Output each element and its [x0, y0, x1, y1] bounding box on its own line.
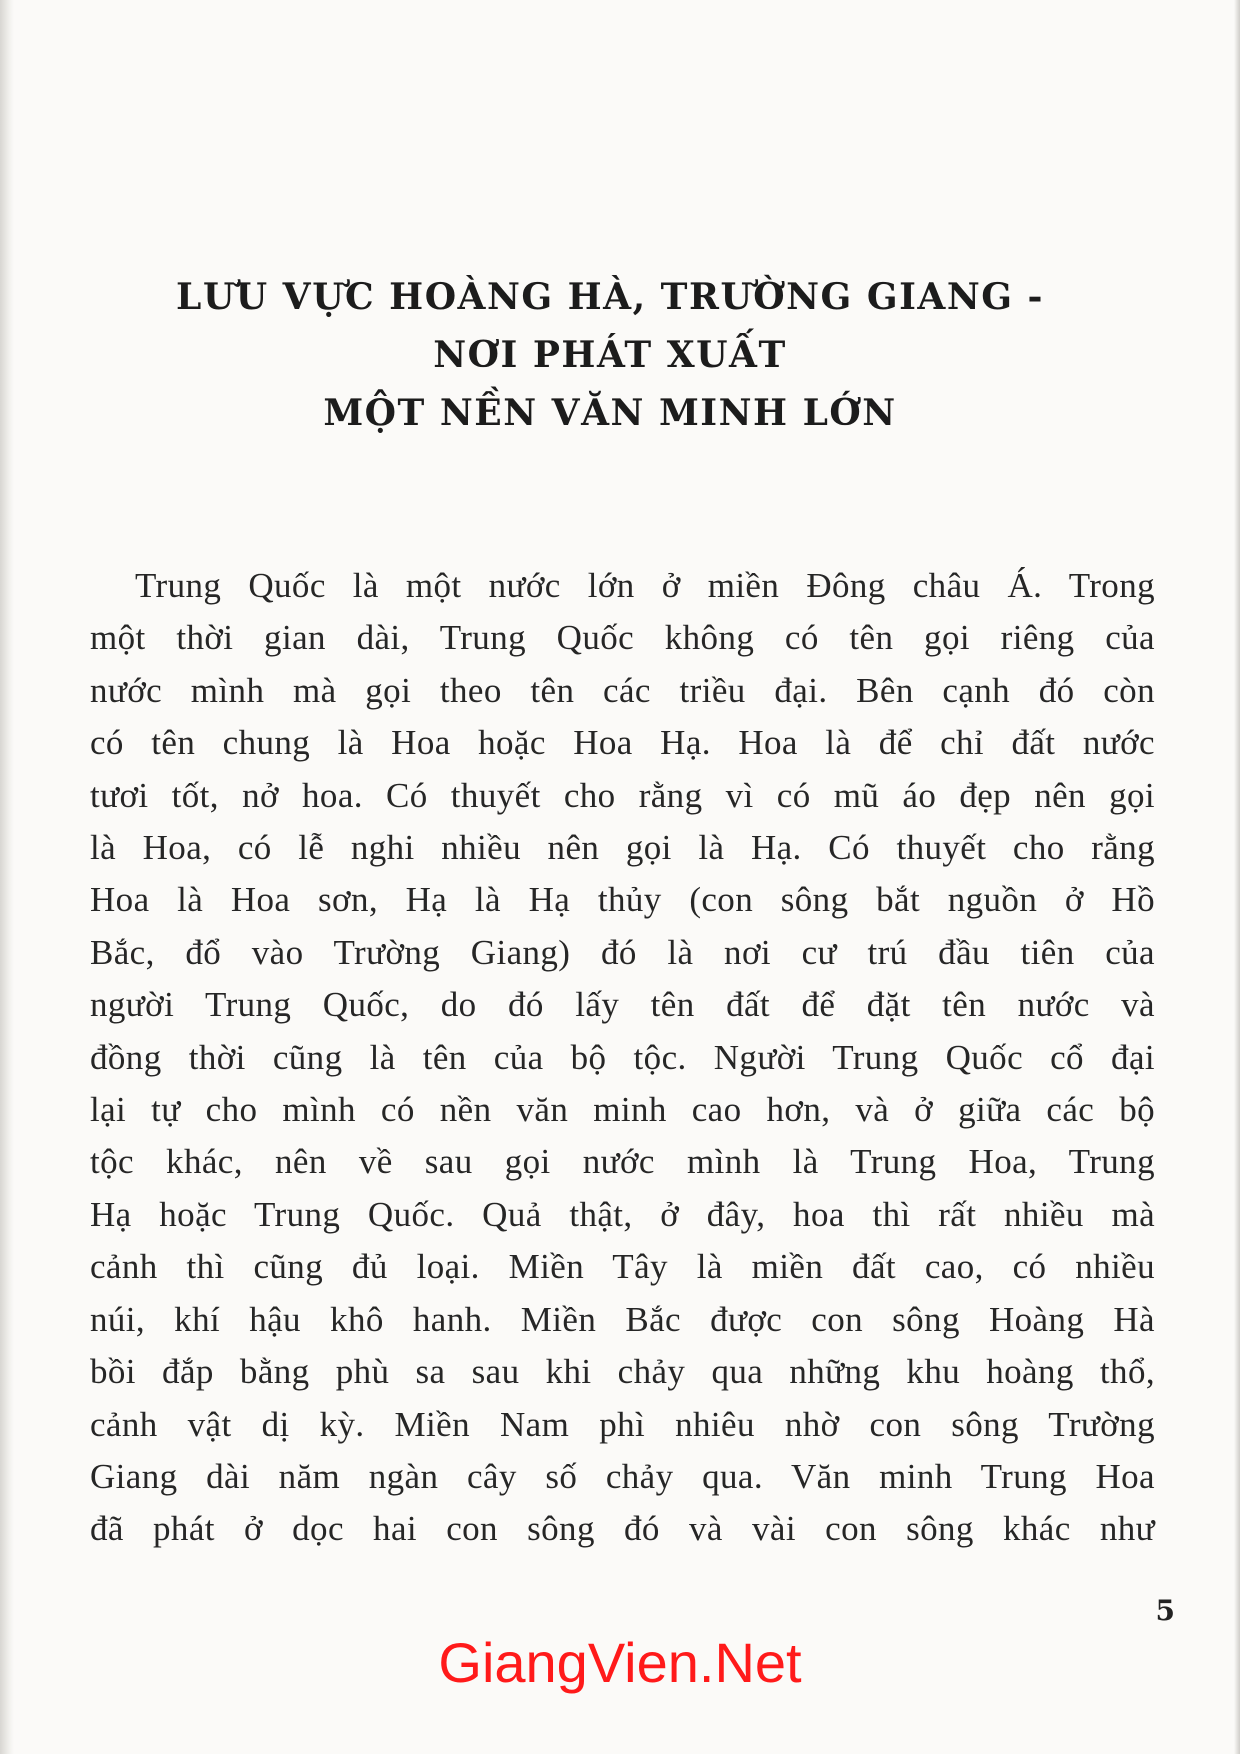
page-edge-shadow-right — [1234, 0, 1240, 1754]
page-edge-shadow-left — [0, 0, 14, 1754]
body-line: người Trung Quốc, do đó lấy tên đất để đặt tên nước và — [90, 985, 1155, 1025]
watermark-text: GiangVien.Net — [438, 1631, 802, 1694]
body-line: có tên chung là Hoa hoặc Hoa Hạ. Hoa là để chỉ đất nước — [90, 723, 1155, 763]
body-line: cảnh thì cũng đủ loại. Miền Tây là miền đất cao, có nhiều — [90, 1247, 1155, 1287]
body-line: đã phát ở dọc hai con sông đó và vài con sông khác như — [90, 1509, 1155, 1549]
body-line: Bắc, đổ vào Trường Giang) đó là nơi cư trú đầu tiên của — [90, 932, 1155, 972]
body-line: cảnh vật dị kỳ. Miền Nam phì nhiêu nhờ con sông Trường — [90, 1404, 1155, 1444]
body-line: Hoa là Hoa sơn, Hạ là Hạ thủy (con sông bắt nguồn ở Hồ — [90, 880, 1155, 920]
page-number: 5 — [1155, 1594, 1175, 1627]
body-line: lại tự cho mình có nền văn minh cao hơn, và ở giữa các bộ — [90, 1090, 1155, 1130]
body-line: tươi tốt, nở hoa. Có thuyết cho rằng vì có mũ áo đẹp nên gọi — [90, 775, 1155, 815]
body-line: Giang dài năm ngàn cây số chảy qua. Văn minh Trung Hoa — [90, 1456, 1155, 1496]
body-line: Hạ hoặc Trung Quốc. Quả thật, ở đây, hoa thì rất nhiều mà — [90, 1194, 1155, 1234]
body-line: núi, khí hậu khô hanh. Miền Bắc được con sông Hoàng Hà — [90, 1299, 1155, 1339]
chapter-title — [110, 268, 1110, 442]
body-line: bồi đắp bằng phù sa sau khi chảy qua những khu hoàng thổ, — [90, 1352, 1155, 1392]
body-line: là Hoa, có lễ nghi nhiều nên gọi là Hạ. Có thuyết cho rằng — [90, 828, 1155, 868]
body-line: Trung Quốc là một nước lớn ở miền Đông châu Á. Trong — [135, 566, 1155, 605]
body-line: tộc khác, nên về sau gọi nước mình là Trung Hoa, Trung — [90, 1142, 1155, 1182]
body-line: nước mình mà gọi theo tên các triều đại. Bên cạnh đó còn — [90, 670, 1155, 710]
body-paragraph — [90, 560, 1155, 1556]
chapter-title-line-3: MỘT NỀN VĂN MINH LỚN — [323, 392, 897, 434]
body-line: một thời gian dài, Trung Quốc không có tên gọi riêng của — [90, 618, 1155, 658]
chapter-title-line-2: NƠI PHÁT XUẤT — [433, 334, 787, 376]
body-line: đồng thời cũng là tên của bộ tộc. Người Trung Quốc cổ đại — [90, 1037, 1155, 1077]
chapter-title-line-1: LƯU VỰC HOÀNG HÀ, TRƯỜNG GIANG - — [176, 276, 1044, 318]
